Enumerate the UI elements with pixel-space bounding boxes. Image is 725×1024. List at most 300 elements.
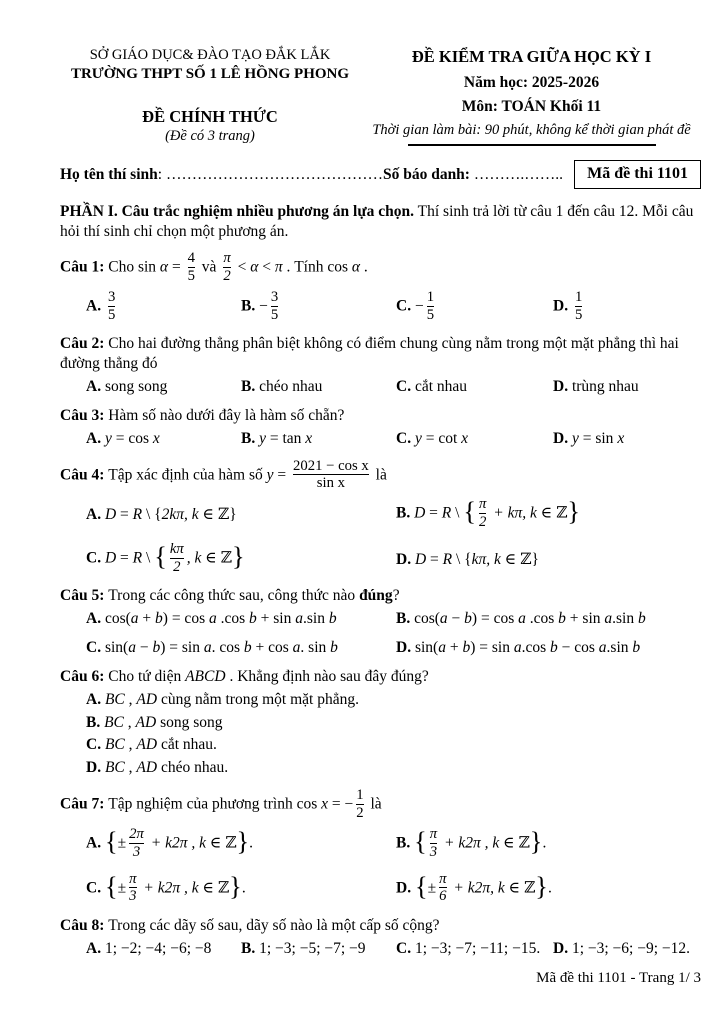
option-C bbox=[86, 638, 396, 658]
text-run: sin( bbox=[414, 639, 439, 657]
fraction: $\frac{1}{5}$ bbox=[574, 289, 583, 323]
text-run: ) = sin bbox=[160, 639, 204, 657]
text-run: .cos bbox=[525, 610, 559, 628]
brace-glyph: } bbox=[236, 826, 250, 856]
text-run: song song bbox=[104, 378, 168, 396]
text-run: = bbox=[168, 258, 185, 276]
question-stem bbox=[60, 787, 703, 823]
student-id-label: Số báo danh: bbox=[382, 165, 470, 183]
text-run: ) = cos bbox=[471, 610, 519, 628]
text-run: chéo nhau. bbox=[157, 759, 229, 777]
text-run: Cho hai đường thẳng phân biệt không có điểm chung cùng nằm trong một mặt phẳng thì hai đường thẳng đó bbox=[60, 335, 679, 373]
text-run: , bbox=[124, 759, 137, 777]
text-run: cắt nhau bbox=[414, 378, 468, 396]
option-A bbox=[86, 429, 241, 449]
text-run: ∈ ℤ bbox=[536, 505, 568, 523]
text-run: ) = cos bbox=[162, 610, 209, 628]
text-run: 2kπ, k bbox=[161, 505, 199, 523]
text-run: kπ, k bbox=[471, 550, 501, 568]
option-D bbox=[553, 939, 703, 959]
text-run: sin( bbox=[104, 639, 129, 657]
text-run: b bbox=[152, 639, 161, 657]
question-label: Câu 8: bbox=[60, 916, 109, 934]
text-run: y bbox=[104, 429, 112, 447]
text-run: 1; −3; −7; −11; −15. bbox=[414, 939, 541, 957]
option-C bbox=[86, 541, 396, 577]
option-letter: A. bbox=[86, 690, 105, 708]
text-run: − cos bbox=[557, 639, 599, 657]
text-run: BC bbox=[104, 736, 125, 754]
text-run: BC bbox=[104, 713, 124, 731]
school-year: Năm học: 2025-2026 bbox=[463, 74, 600, 92]
option-B bbox=[241, 429, 396, 449]
fraction: $\frac{\pi}{3}$ bbox=[429, 826, 438, 860]
text-run: − bbox=[447, 610, 465, 628]
option-letter: A. bbox=[86, 429, 105, 447]
text-run: D bbox=[104, 505, 117, 523]
option-letter: D. bbox=[553, 378, 572, 396]
option-B bbox=[396, 826, 703, 862]
text-run: a bbox=[604, 610, 613, 628]
option-letter: B. bbox=[241, 429, 260, 447]
text-run: = bbox=[425, 505, 442, 523]
text-run: a bbox=[518, 610, 526, 628]
question-stem bbox=[60, 667, 703, 687]
text-run: < bbox=[258, 258, 275, 276]
page-footer: Mã đề thi 1101 - Trang 1/ 3 bbox=[536, 969, 701, 986]
question-label: Câu 6: bbox=[60, 667, 109, 685]
options-group bbox=[86, 826, 703, 907]
text-run: ∈ ℤ} bbox=[198, 505, 237, 523]
question-5 bbox=[60, 586, 703, 657]
text-run: a bbox=[439, 610, 448, 628]
text-run: b bbox=[462, 639, 471, 657]
text-run: Cho tứ diện bbox=[108, 667, 186, 685]
text-run: a bbox=[438, 639, 446, 657]
text-run: α bbox=[250, 258, 259, 276]
text-run: D bbox=[414, 505, 426, 523]
text-run: b bbox=[550, 639, 558, 657]
question-8 bbox=[60, 916, 703, 959]
text-run: ∈ ℤ bbox=[504, 879, 536, 897]
text-run: Hàm số nào dưới đây là hàm số chẵn? bbox=[108, 406, 345, 424]
text-run: − bbox=[414, 297, 424, 315]
option-D bbox=[396, 550, 703, 570]
fraction: $\frac{\pi}{3}$ bbox=[129, 870, 137, 905]
text-run: y bbox=[266, 466, 274, 484]
option-letter: C. bbox=[396, 429, 415, 447]
text-run: + k2π, k bbox=[449, 879, 505, 897]
fraction: $\frac{k\pi}{2}$ bbox=[169, 541, 184, 575]
option-C bbox=[396, 289, 553, 325]
option-letter: D. bbox=[396, 879, 415, 897]
text-run: + k2π , k bbox=[146, 834, 206, 852]
question-6 bbox=[60, 667, 703, 778]
text-run: AD bbox=[136, 690, 158, 708]
text-run: + sin bbox=[256, 610, 296, 628]
option-B bbox=[241, 377, 396, 397]
brace-glyph: { bbox=[104, 871, 118, 901]
options-group bbox=[86, 496, 703, 577]
question-2 bbox=[60, 334, 703, 396]
text-run: Cho sin bbox=[108, 258, 160, 276]
text-run: . bbox=[249, 834, 254, 852]
text-run: .sin bbox=[606, 639, 633, 657]
text-run: .cos bbox=[216, 610, 250, 628]
text-run: α bbox=[351, 258, 361, 276]
student-id-dots: ……….…….. bbox=[469, 165, 563, 183]
brace-glyph: } bbox=[567, 497, 581, 527]
brace-glyph: { bbox=[414, 826, 427, 856]
text-run: . Tính cos bbox=[282, 258, 352, 276]
option-letter: C. bbox=[86, 550, 105, 567]
text-run: song song bbox=[156, 713, 223, 731]
text-run: chéo nhau bbox=[259, 378, 323, 396]
text-run: + kπ, k bbox=[489, 505, 537, 523]
brace-glyph: } bbox=[529, 826, 543, 856]
question-7 bbox=[60, 787, 703, 907]
fraction: $\frac{2\pi}{3}$ bbox=[129, 826, 144, 860]
question-label: Câu 2: bbox=[60, 335, 109, 353]
text-run: x bbox=[321, 795, 329, 813]
text-run: b bbox=[249, 610, 257, 628]
option-letter: A. bbox=[86, 834, 105, 852]
option-A bbox=[86, 826, 396, 862]
pages-note: (Đề có 3 trang) bbox=[165, 127, 255, 144]
text-run: ± bbox=[117, 879, 127, 897]
text-run: cos( bbox=[414, 610, 440, 628]
question-stem bbox=[60, 406, 703, 426]
option-A bbox=[86, 690, 703, 710]
option-B bbox=[241, 939, 396, 959]
brace-glyph: { bbox=[154, 542, 167, 572]
option-A bbox=[86, 377, 241, 397]
text-run: = bbox=[116, 505, 133, 523]
text-run: . bbox=[360, 258, 368, 276]
text-run: . sin bbox=[300, 639, 331, 657]
option-A bbox=[86, 609, 396, 629]
text-run: + bbox=[138, 610, 156, 628]
part1-heading-bold: PHẦN I. Câu trắc nghiệm nhiều phương án lựa chọn. bbox=[60, 202, 415, 220]
option-letter: D. bbox=[86, 759, 105, 777]
text-run: và bbox=[197, 258, 221, 276]
text-run: + cos bbox=[251, 639, 293, 657]
text-run: Tập xác định của hàm số bbox=[108, 466, 267, 484]
text-run: ABCD bbox=[185, 667, 226, 685]
option-A bbox=[86, 505, 396, 525]
text-run: . bbox=[547, 879, 552, 897]
text-run: a bbox=[128, 639, 136, 657]
text-run: .sin bbox=[612, 610, 638, 628]
text-run: BC bbox=[104, 690, 125, 708]
text-run: .cos bbox=[521, 639, 550, 657]
question-label: Câu 7: bbox=[60, 795, 109, 813]
option-letter: B. bbox=[86, 713, 105, 731]
text-run: , bbox=[124, 736, 137, 754]
part1-heading bbox=[60, 202, 703, 242]
text-run: \ bbox=[142, 550, 155, 567]
text-run: x bbox=[461, 429, 469, 447]
text-run: a bbox=[292, 639, 301, 657]
text-run: , bbox=[124, 690, 137, 708]
option-letter: C. bbox=[86, 879, 105, 897]
text-run: 1; −3; −6; −9; −12. bbox=[571, 939, 691, 957]
text-run: trùng nhau bbox=[571, 378, 639, 396]
text-run: R bbox=[132, 505, 143, 523]
options-group bbox=[86, 289, 703, 325]
exam-code-text: Mã đề thi 1101 bbox=[587, 165, 688, 183]
option-letter: B. bbox=[396, 834, 415, 852]
option-letter: A. bbox=[86, 378, 105, 396]
text-run: < bbox=[233, 258, 251, 276]
option-A bbox=[86, 289, 241, 325]
text-run: là bbox=[371, 466, 387, 484]
option-D bbox=[553, 289, 703, 325]
question-4 bbox=[60, 458, 703, 578]
question-label: Câu 3: bbox=[60, 406, 109, 424]
text-run: + sin bbox=[565, 610, 605, 628]
option-D bbox=[553, 429, 703, 449]
text-run: = bbox=[426, 550, 443, 568]
text-run: ∈ ℤ bbox=[499, 834, 530, 852]
question-stem bbox=[60, 334, 703, 374]
text-run: AD bbox=[136, 759, 158, 777]
text-run: cắt nhau. bbox=[157, 736, 217, 754]
options-group bbox=[86, 429, 703, 449]
fraction: $\frac{1}{5}$ bbox=[426, 289, 435, 323]
text-run: = cot bbox=[421, 429, 462, 447]
question-stem bbox=[60, 458, 703, 494]
text-run: b bbox=[464, 610, 472, 628]
subject-line: Môn: TOÁN Khối 11 bbox=[461, 97, 602, 115]
questions-list bbox=[60, 250, 703, 958]
options-group bbox=[86, 377, 703, 397]
question-stem bbox=[60, 586, 703, 606]
text-run: là bbox=[366, 795, 382, 813]
option-C bbox=[86, 735, 703, 755]
option-C bbox=[86, 871, 396, 907]
option-D bbox=[86, 758, 703, 778]
option-C bbox=[396, 939, 553, 959]
student-name-label: Họ tên thí sinh bbox=[60, 165, 158, 183]
option-D bbox=[553, 377, 703, 397]
fraction: $\frac{\pi}{6}$ bbox=[439, 870, 447, 905]
text-run: b bbox=[243, 639, 252, 657]
text-run: x bbox=[305, 429, 313, 447]
text-run: \ { bbox=[452, 550, 472, 568]
text-run: . bbox=[241, 879, 246, 897]
text-run: a bbox=[513, 639, 522, 657]
text-run: ) = sin bbox=[470, 639, 514, 657]
option-D bbox=[396, 638, 703, 658]
question-label: Câu 5: bbox=[60, 587, 109, 605]
text-run: ∈ ℤ} bbox=[500, 550, 539, 568]
header-left-block bbox=[60, 46, 360, 146]
option-letter: D. bbox=[553, 939, 572, 957]
text-run: + k2π , k bbox=[139, 879, 199, 897]
text-run: Trong các công thức sau, công thức nào bbox=[108, 587, 360, 605]
exam-code-box bbox=[574, 160, 701, 188]
text-run: , k bbox=[186, 550, 202, 567]
exam-type-label: ĐỀ CHÍNH THỨC bbox=[142, 106, 278, 126]
text-run: Tập nghiệm của phương trình cos bbox=[108, 795, 322, 813]
text-run: b bbox=[330, 639, 338, 657]
fraction: $\frac{4}{5}$ bbox=[187, 250, 195, 284]
header-divider bbox=[408, 144, 656, 146]
option-A bbox=[86, 939, 241, 959]
brace-glyph: } bbox=[229, 871, 242, 901]
option-letter: C. bbox=[86, 639, 105, 657]
text-run: = tan bbox=[265, 429, 306, 447]
part1-heading-rest: Thí sinh trả lời từ câu 1 đến câu 12. Mỗi câu hỏi thí sinh chỉ chọn một phương án. bbox=[60, 202, 694, 240]
text-run: cùng nằm trong một mặt phẳng. bbox=[157, 690, 359, 708]
text-run: a bbox=[130, 610, 139, 628]
option-B bbox=[396, 609, 703, 629]
text-run: AD bbox=[136, 736, 158, 754]
text-run: D bbox=[104, 550, 117, 567]
option-letter: B. bbox=[241, 297, 260, 315]
text-run: . cos bbox=[211, 639, 244, 657]
option-C bbox=[396, 429, 553, 449]
text-run: y bbox=[259, 429, 266, 447]
text-run: đúng bbox=[359, 587, 393, 605]
text-run: . bbox=[542, 834, 547, 852]
exam-header bbox=[60, 46, 703, 146]
text-run: x bbox=[617, 429, 625, 447]
text-run: π bbox=[274, 258, 283, 276]
fraction: $\frac{\pi}{2}$ bbox=[478, 496, 487, 530]
student-name-dots: : …………………………………… bbox=[157, 165, 383, 183]
option-letter: A. bbox=[86, 939, 105, 957]
text-run: ∈ ℤ bbox=[201, 550, 232, 567]
text-run: a bbox=[203, 639, 212, 657]
option-letter: D. bbox=[553, 429, 572, 447]
text-run: ± bbox=[117, 834, 127, 852]
option-letter: C. bbox=[396, 939, 415, 957]
text-run: D bbox=[414, 550, 427, 568]
text-run: .sin bbox=[303, 610, 329, 628]
text-run: ∈ ℤ bbox=[205, 834, 237, 852]
option-letter: B. bbox=[241, 939, 260, 957]
option-letter: C. bbox=[396, 297, 415, 315]
text-run: AD bbox=[135, 713, 157, 731]
department-name: SỞ GIÁO DỤC& ĐÀO TẠO ĐẮK LẮK bbox=[89, 47, 331, 63]
text-run: \ { bbox=[142, 505, 162, 523]
brace-glyph: { bbox=[463, 497, 476, 527]
option-letter: D. bbox=[396, 639, 415, 657]
header-right-block bbox=[360, 46, 703, 146]
text-run: , bbox=[123, 713, 136, 731]
brace-glyph: } bbox=[231, 542, 245, 572]
question-stem bbox=[60, 250, 703, 286]
question-label: Câu 1: bbox=[60, 258, 109, 276]
text-run: = sin bbox=[578, 429, 618, 447]
fraction: $\frac{\pi}{2}$ bbox=[223, 250, 231, 284]
text-run: − bbox=[135, 639, 153, 657]
text-run: 1; −3; −5; −7; −9 bbox=[259, 939, 366, 957]
question-stem bbox=[60, 916, 703, 936]
option-letter: B. bbox=[241, 378, 260, 396]
option-letter: A. bbox=[86, 505, 105, 523]
brace-glyph: { bbox=[104, 826, 118, 856]
option-C bbox=[396, 377, 553, 397]
text-run: a bbox=[295, 610, 303, 628]
text-run: b bbox=[328, 610, 337, 628]
text-run: ± bbox=[427, 879, 437, 897]
text-run: ∈ ℤ bbox=[198, 879, 230, 897]
option-letter: C. bbox=[396, 378, 415, 396]
text-run: a bbox=[598, 639, 607, 657]
options-group bbox=[86, 609, 703, 658]
text-run: BC bbox=[104, 759, 125, 777]
text-run: b bbox=[558, 610, 566, 628]
brace-glyph: } bbox=[535, 871, 548, 901]
fraction: $\frac{\text{2021 − cos x}}{\text{sin x}}$ bbox=[293, 457, 369, 491]
text-run: R bbox=[442, 550, 453, 568]
question-label: Câu 4: bbox=[60, 466, 109, 484]
text-run: = − bbox=[328, 795, 354, 813]
options-group bbox=[86, 939, 703, 959]
brace-glyph: { bbox=[414, 871, 428, 901]
text-run: ? bbox=[392, 587, 400, 605]
duration-line: Thời gian làm bài: 90 phút, không kể thời gian phát đề bbox=[372, 121, 691, 138]
student-info-line bbox=[60, 165, 566, 185]
text-run: − bbox=[259, 297, 268, 315]
text-run: + k2π , k bbox=[440, 834, 500, 852]
option-B bbox=[86, 713, 703, 733]
text-run: b bbox=[155, 610, 163, 628]
option-B bbox=[241, 289, 396, 325]
text-run: α bbox=[159, 258, 169, 276]
text-run: = bbox=[273, 466, 291, 484]
text-run: b bbox=[632, 639, 641, 657]
text-run: = bbox=[116, 550, 133, 567]
question-1 bbox=[60, 250, 703, 325]
text-run: y bbox=[571, 429, 579, 447]
option-letter: B. bbox=[396, 505, 415, 523]
text-run: y bbox=[414, 429, 422, 447]
text-run: \ bbox=[451, 505, 464, 523]
text-run: + bbox=[445, 639, 463, 657]
fraction: $\frac{1}{2}$ bbox=[356, 787, 364, 821]
text-run: x bbox=[152, 429, 160, 447]
text-run: cos( bbox=[104, 610, 131, 628]
question-3 bbox=[60, 406, 703, 449]
option-letter: A. bbox=[86, 297, 105, 315]
text-run: 1; −2; −4; −6; −8 bbox=[104, 939, 212, 957]
text-run: R bbox=[132, 550, 143, 567]
student-info-row bbox=[60, 160, 703, 188]
option-letter: D. bbox=[396, 550, 415, 568]
text-run: . Khẳng định nào sau đây đúng? bbox=[225, 667, 429, 685]
option-letter: C. bbox=[86, 736, 105, 754]
options-group bbox=[60, 690, 703, 778]
option-letter: B. bbox=[396, 610, 415, 628]
option-D bbox=[396, 871, 703, 907]
text-run: b bbox=[637, 610, 646, 628]
fraction: $\frac{3}{5}$ bbox=[107, 289, 116, 323]
option-letter: A. bbox=[86, 610, 105, 628]
option-letter: D. bbox=[553, 297, 572, 315]
fraction: $\frac{3}{5}$ bbox=[270, 289, 279, 323]
school-name: TRƯỜNG THPT SỐ 1 LÊ HỒNG PHONG bbox=[70, 65, 350, 82]
option-B bbox=[396, 496, 703, 532]
text-run: Trong các dãy số sau, dãy số nào là một cấp số cộng? bbox=[108, 916, 440, 934]
text-run: R bbox=[441, 505, 452, 523]
text-run: = cos bbox=[111, 429, 153, 447]
exam-title: ĐỀ KIỂM TRA GIỮA HỌC KỲ I bbox=[411, 47, 652, 66]
text-run: a bbox=[208, 610, 217, 628]
